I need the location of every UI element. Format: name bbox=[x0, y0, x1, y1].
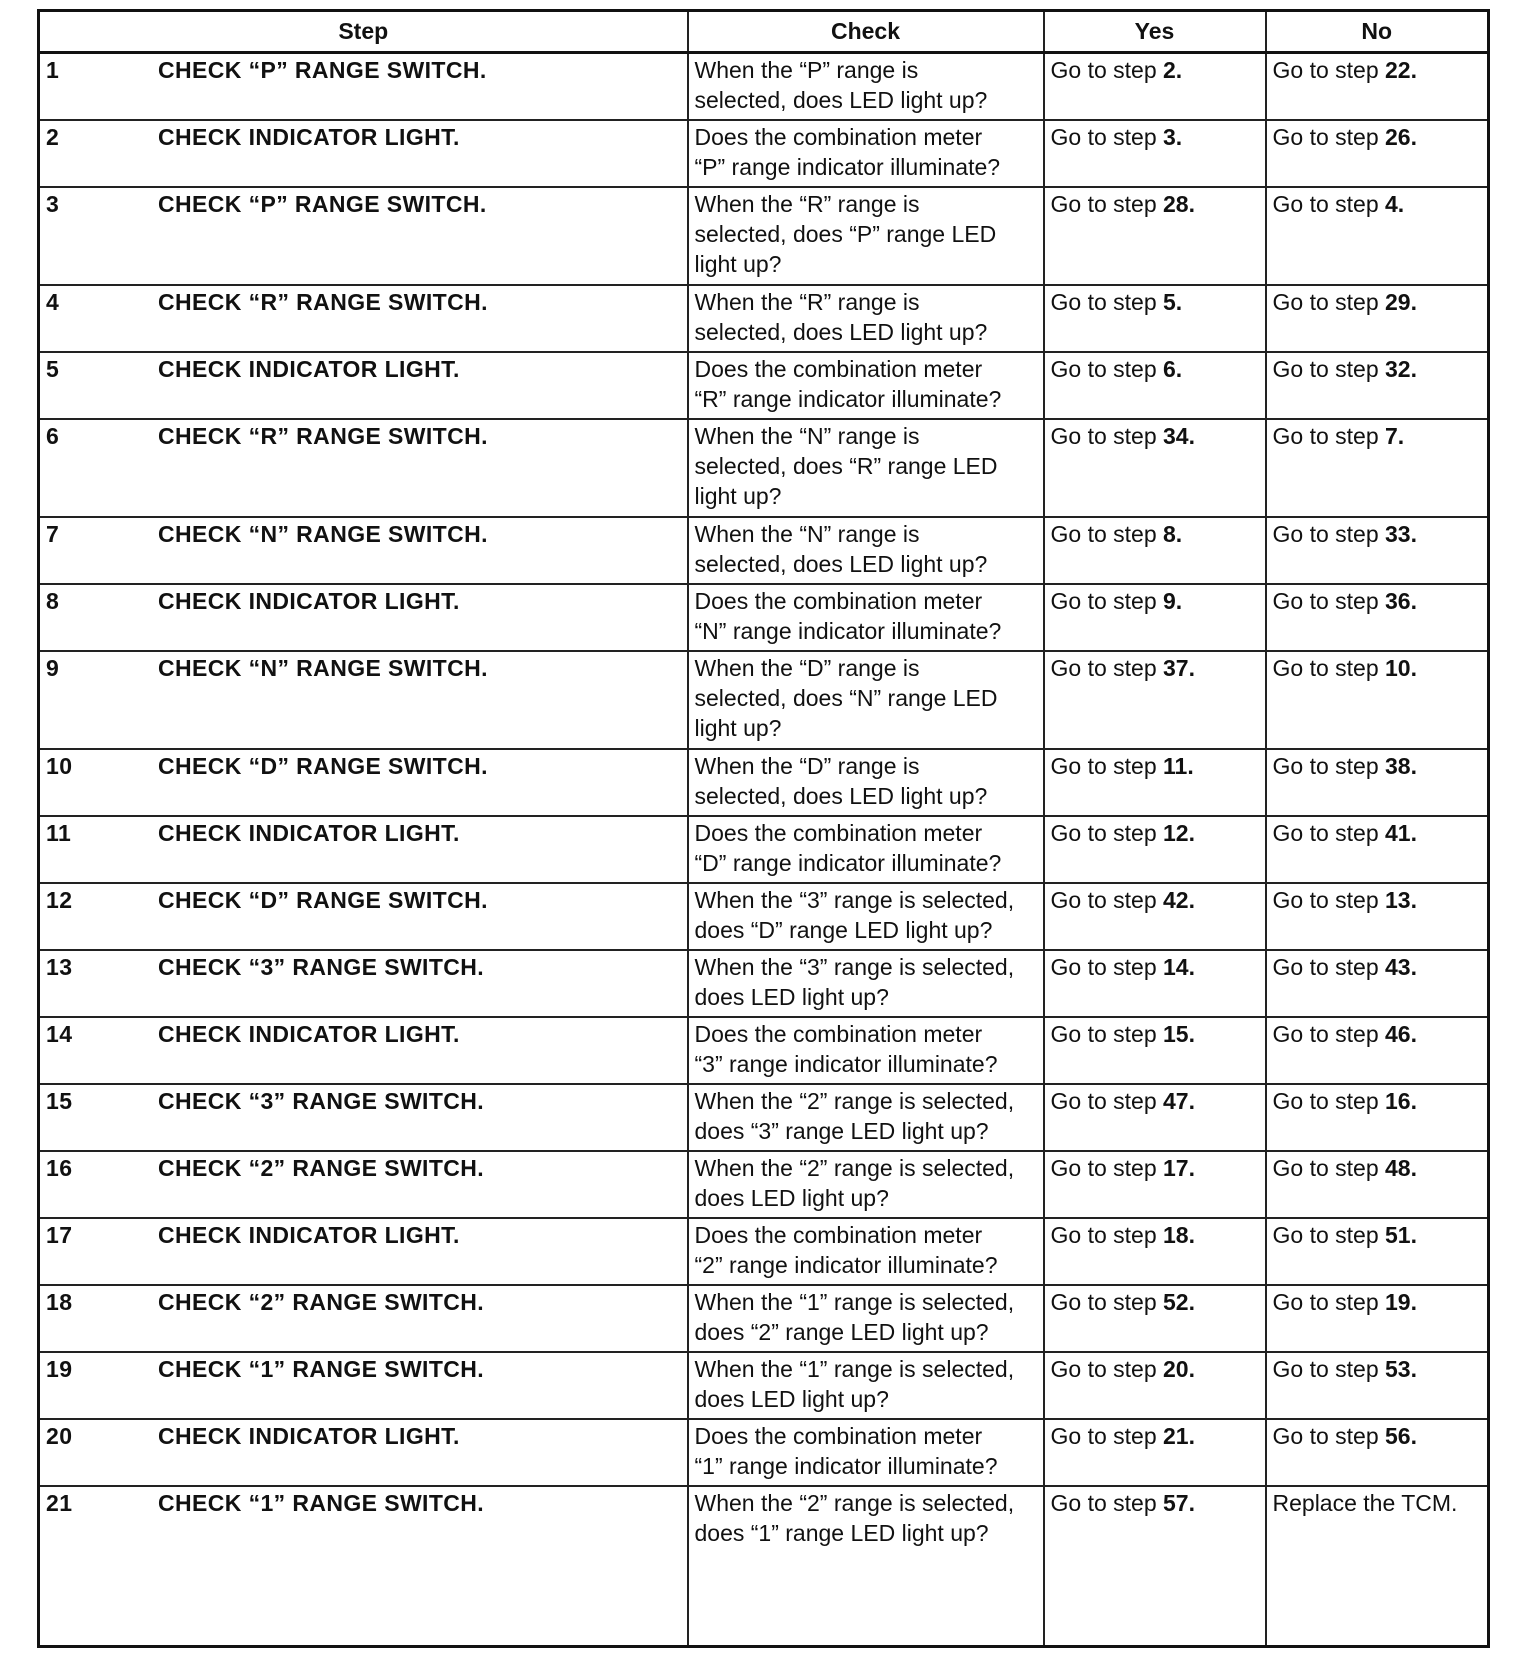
yes-target-step: 5. bbox=[1163, 288, 1183, 315]
header-yes: Yes bbox=[1044, 11, 1266, 53]
table-row bbox=[39, 1218, 1489, 1285]
yes-prefix: Go to step bbox=[1050, 355, 1164, 382]
step-number: 10 bbox=[46, 752, 73, 779]
yes-cell bbox=[1044, 517, 1266, 584]
step-title: CHECK INDICATOR LIGHT. bbox=[158, 355, 460, 382]
step-title: CHECK “1” RANGE SWITCH. bbox=[158, 1489, 485, 1516]
yes-cell bbox=[1044, 1084, 1266, 1151]
diagnostic-table bbox=[37, 9, 1490, 1648]
check-text: When the “2” range is selected, does “1” range LED light up? bbox=[688, 1486, 1044, 1647]
no-cell bbox=[1266, 1285, 1489, 1352]
yes-prefix: Go to step bbox=[1050, 587, 1164, 614]
yes-prefix: Go to step bbox=[1050, 1355, 1164, 1382]
yes-prefix: Go to step bbox=[1050, 123, 1164, 150]
no-cell bbox=[1266, 584, 1489, 651]
check-text: Does the combination meter “N” range indicator illuminate? bbox=[688, 584, 1044, 651]
no-cell bbox=[1266, 352, 1489, 419]
check-text: When the “R” range is selected, does LED light up? bbox=[688, 285, 1044, 352]
no-prefix: Go to step bbox=[1272, 123, 1386, 150]
step-title: CHECK “3” RANGE SWITCH. bbox=[158, 1087, 485, 1114]
step-title: CHECK INDICATOR LIGHT. bbox=[158, 819, 460, 846]
step-cell bbox=[39, 1419, 688, 1486]
no-cell bbox=[1266, 1084, 1489, 1151]
yes-target-step: 42. bbox=[1163, 886, 1195, 913]
yes-target-step: 37. bbox=[1163, 654, 1195, 681]
yes-target-step: 18. bbox=[1163, 1221, 1195, 1248]
table-row bbox=[39, 584, 1489, 651]
yes-cell bbox=[1044, 816, 1266, 883]
yes-target-step: 14. bbox=[1163, 953, 1195, 980]
step-number: 8 bbox=[46, 587, 60, 614]
step-cell bbox=[39, 1151, 688, 1218]
yes-prefix: Go to step bbox=[1050, 520, 1164, 547]
table-row bbox=[39, 285, 1489, 352]
step-number: 19 bbox=[46, 1355, 73, 1382]
yes-prefix: Go to step bbox=[1050, 654, 1164, 681]
check-text: Does the combination meter “D” range indicator illuminate? bbox=[688, 816, 1044, 883]
step-cell bbox=[39, 584, 688, 651]
yes-prefix: Go to step bbox=[1050, 1288, 1164, 1315]
step-title: CHECK “1” RANGE SWITCH. bbox=[158, 1355, 485, 1382]
check-text: When the “P” range is selected, does LED light up? bbox=[688, 53, 1044, 120]
no-cell bbox=[1266, 816, 1489, 883]
no-prefix: Go to step bbox=[1272, 1355, 1386, 1382]
yes-cell bbox=[1044, 187, 1266, 285]
step-cell bbox=[39, 1218, 688, 1285]
yes-cell bbox=[1044, 285, 1266, 352]
step-number: 11 bbox=[46, 819, 72, 846]
table-row bbox=[39, 419, 1489, 517]
yes-cell bbox=[1044, 419, 1266, 517]
yes-cell bbox=[1044, 1285, 1266, 1352]
step-number: 15 bbox=[46, 1087, 73, 1114]
yes-cell bbox=[1044, 883, 1266, 950]
yes-prefix: Go to step bbox=[1050, 953, 1164, 980]
step-title: CHECK “3” RANGE SWITCH. bbox=[158, 953, 485, 980]
no-cell bbox=[1266, 1218, 1489, 1285]
step-cell bbox=[39, 1285, 688, 1352]
yes-target-step: 17. bbox=[1163, 1154, 1195, 1181]
step-number: 5 bbox=[46, 355, 60, 382]
check-text: When the “R” range is selected, does “P” range LED light up? bbox=[688, 187, 1044, 285]
check-text: When the “2” range is selected, does LED light up? bbox=[688, 1151, 1044, 1218]
step-cell bbox=[39, 1486, 688, 1647]
step-title: CHECK “2” RANGE SWITCH. bbox=[158, 1288, 485, 1315]
step-cell bbox=[39, 816, 688, 883]
no-cell bbox=[1266, 749, 1489, 816]
no-target-step: 7. bbox=[1385, 422, 1405, 449]
no-cell bbox=[1266, 651, 1489, 749]
step-title: CHECK “D” RANGE SWITCH. bbox=[158, 886, 488, 913]
no-target-step: 32. bbox=[1385, 355, 1417, 382]
table-row bbox=[39, 1151, 1489, 1218]
table-row bbox=[39, 749, 1489, 816]
yes-cell bbox=[1044, 120, 1266, 187]
yes-target-step: 20. bbox=[1163, 1355, 1195, 1382]
check-text: Does the combination meter “1” range indicator illuminate? bbox=[688, 1419, 1044, 1486]
no-target-step: 48. bbox=[1385, 1154, 1417, 1181]
check-text: When the “3” range is selected, does “D” range LED light up? bbox=[688, 883, 1044, 950]
table-row bbox=[39, 1017, 1489, 1084]
table-row bbox=[39, 1486, 1489, 1647]
step-number: 21 bbox=[46, 1489, 73, 1516]
yes-prefix: Go to step bbox=[1050, 1020, 1164, 1047]
yes-prefix: Go to step bbox=[1050, 422, 1164, 449]
yes-prefix: Go to step bbox=[1050, 1422, 1164, 1449]
yes-cell bbox=[1044, 584, 1266, 651]
no-cell bbox=[1266, 1151, 1489, 1218]
yes-cell bbox=[1044, 1017, 1266, 1084]
no-prefix: Go to step bbox=[1272, 1288, 1386, 1315]
step-number: 16 bbox=[46, 1154, 73, 1181]
yes-cell bbox=[1044, 749, 1266, 816]
yes-cell bbox=[1044, 1218, 1266, 1285]
no-target-step: 13. bbox=[1385, 886, 1417, 913]
no-prefix: Go to step bbox=[1272, 1087, 1386, 1114]
yes-prefix: Go to step bbox=[1050, 1489, 1164, 1516]
yes-target-step: 8. bbox=[1163, 520, 1183, 547]
no-cell bbox=[1266, 950, 1489, 1017]
no-prefix: Go to step bbox=[1272, 654, 1386, 681]
no-cell bbox=[1266, 883, 1489, 950]
step-number: 4 bbox=[46, 288, 60, 315]
yes-target-step: 11. bbox=[1163, 752, 1194, 779]
no-target-step: 22. bbox=[1385, 57, 1417, 83]
table-row bbox=[39, 816, 1489, 883]
no-cell bbox=[1266, 1486, 1489, 1647]
step-cell bbox=[39, 1084, 688, 1151]
no-prefix: Go to step bbox=[1272, 1154, 1386, 1181]
step-number: 20 bbox=[46, 1422, 73, 1449]
step-cell bbox=[39, 749, 688, 816]
no-prefix: Go to step bbox=[1272, 520, 1386, 547]
step-number: 14 bbox=[46, 1020, 73, 1047]
step-number: 13 bbox=[46, 953, 73, 980]
table-body bbox=[39, 53, 1489, 1647]
check-text: Does the combination meter “3” range indicator illuminate? bbox=[688, 1017, 1044, 1084]
table-row bbox=[39, 1285, 1489, 1352]
yes-prefix: Go to step bbox=[1050, 57, 1164, 83]
no-target-step: 53. bbox=[1385, 1355, 1417, 1382]
yes-cell bbox=[1044, 1352, 1266, 1419]
table-row bbox=[39, 352, 1489, 419]
no-target-step: 38. bbox=[1385, 752, 1417, 779]
no-prefix: Replace the TCM. bbox=[1272, 1489, 1458, 1516]
check-text: When the “N” range is selected, does “R” range LED light up? bbox=[688, 419, 1044, 517]
header-step: Step bbox=[39, 11, 688, 53]
check-text: When the “D” range is selected, does “N” range LED light up? bbox=[688, 651, 1044, 749]
step-title: CHECK INDICATOR LIGHT. bbox=[158, 1020, 460, 1047]
check-text: When the “2” range is selected, does “3” range LED light up? bbox=[688, 1084, 1044, 1151]
step-title: CHECK “R” RANGE SWITCH. bbox=[158, 422, 488, 449]
no-cell bbox=[1266, 1419, 1489, 1486]
step-title: CHECK INDICATOR LIGHT. bbox=[158, 587, 460, 614]
step-cell bbox=[39, 120, 688, 187]
no-target-step: 26. bbox=[1385, 123, 1417, 150]
yes-cell bbox=[1044, 1486, 1266, 1647]
no-prefix: Go to step bbox=[1272, 422, 1386, 449]
no-target-step: 41. bbox=[1385, 819, 1417, 846]
step-title: CHECK “N” RANGE SWITCH. bbox=[158, 520, 488, 547]
yes-target-step: 57. bbox=[1163, 1489, 1195, 1516]
yes-cell bbox=[1044, 53, 1266, 120]
yes-prefix: Go to step bbox=[1050, 190, 1164, 217]
no-target-step: 10. bbox=[1385, 654, 1417, 681]
yes-cell bbox=[1044, 352, 1266, 419]
check-text: When the “1” range is selected, does LED light up? bbox=[688, 1352, 1044, 1419]
table-row bbox=[39, 53, 1489, 120]
no-prefix: Go to step bbox=[1272, 587, 1386, 614]
yes-target-step: 12. bbox=[1163, 819, 1195, 846]
yes-prefix: Go to step bbox=[1050, 1154, 1164, 1181]
table-row bbox=[39, 1352, 1489, 1419]
yes-prefix: Go to step bbox=[1050, 288, 1164, 315]
step-cell bbox=[39, 187, 688, 285]
yes-target-step: 47. bbox=[1163, 1087, 1195, 1114]
step-cell bbox=[39, 352, 688, 419]
check-text: When the “3” range is selected, does LED light up? bbox=[688, 950, 1044, 1017]
no-cell bbox=[1266, 1017, 1489, 1084]
check-text: Does the combination meter “2” range indicator illuminate? bbox=[688, 1218, 1044, 1285]
step-title: CHECK INDICATOR LIGHT. bbox=[158, 1221, 460, 1248]
yes-target-step: 21. bbox=[1163, 1422, 1195, 1449]
yes-target-step: 6. bbox=[1163, 355, 1183, 382]
check-text: When the “N” range is selected, does LED light up? bbox=[688, 517, 1044, 584]
no-prefix: Go to step bbox=[1272, 288, 1386, 315]
step-number: 3 bbox=[46, 190, 60, 217]
no-target-step: 43. bbox=[1385, 953, 1417, 980]
yes-target-step: 15. bbox=[1163, 1020, 1195, 1047]
no-prefix: Go to step bbox=[1272, 355, 1386, 382]
no-target-step: 51. bbox=[1385, 1221, 1417, 1248]
yes-prefix: Go to step bbox=[1050, 1087, 1164, 1114]
check-text: When the “1” range is selected, does “2” range LED light up? bbox=[688, 1285, 1044, 1352]
yes-cell bbox=[1044, 1151, 1266, 1218]
yes-target-step: 9. bbox=[1163, 587, 1183, 614]
no-target-step: 33. bbox=[1385, 520, 1417, 547]
table-row bbox=[39, 1419, 1489, 1486]
no-prefix: Go to step bbox=[1272, 1422, 1386, 1449]
table-row bbox=[39, 950, 1489, 1017]
step-title: CHECK “P” RANGE SWITCH. bbox=[158, 190, 487, 217]
no-prefix: Go to step bbox=[1272, 1221, 1386, 1248]
yes-target-step: 52. bbox=[1163, 1288, 1195, 1315]
header-no: No bbox=[1266, 11, 1489, 53]
check-text: When the “D” range is selected, does LED light up? bbox=[688, 749, 1044, 816]
no-target-step: 29. bbox=[1385, 288, 1417, 315]
step-cell bbox=[39, 419, 688, 517]
yes-target-step: 28. bbox=[1163, 190, 1195, 217]
no-prefix: Go to step bbox=[1272, 57, 1386, 83]
no-target-step: 19. bbox=[1385, 1288, 1417, 1315]
step-title: CHECK “R” RANGE SWITCH. bbox=[158, 288, 488, 315]
step-title: CHECK “D” RANGE SWITCH. bbox=[158, 752, 488, 779]
no-cell bbox=[1266, 53, 1489, 120]
yes-target-step: 2. bbox=[1163, 57, 1183, 83]
step-cell bbox=[39, 651, 688, 749]
yes-cell bbox=[1044, 651, 1266, 749]
no-prefix: Go to step bbox=[1272, 886, 1386, 913]
no-prefix: Go to step bbox=[1272, 953, 1386, 980]
step-cell bbox=[39, 883, 688, 950]
no-target-step: 56. bbox=[1385, 1422, 1417, 1449]
step-number: 6 bbox=[46, 422, 60, 449]
step-number: 17 bbox=[46, 1221, 73, 1248]
no-prefix: Go to step bbox=[1272, 819, 1386, 846]
step-title: CHECK “2” RANGE SWITCH. bbox=[158, 1154, 485, 1181]
step-title: CHECK INDICATOR LIGHT. bbox=[158, 1422, 460, 1449]
step-number: 9 bbox=[46, 654, 60, 681]
step-number: 1 bbox=[46, 57, 60, 83]
no-cell bbox=[1266, 517, 1489, 584]
no-prefix: Go to step bbox=[1272, 1020, 1386, 1047]
step-number: 12 bbox=[46, 886, 73, 913]
table-row bbox=[39, 651, 1489, 749]
yes-cell bbox=[1044, 950, 1266, 1017]
no-target-step: 36. bbox=[1385, 587, 1417, 614]
no-target-step: 46. bbox=[1385, 1020, 1417, 1047]
header-row bbox=[39, 11, 1489, 53]
yes-prefix: Go to step bbox=[1050, 752, 1164, 779]
no-cell bbox=[1266, 285, 1489, 352]
step-title: CHECK INDICATOR LIGHT. bbox=[158, 123, 460, 150]
step-cell bbox=[39, 517, 688, 584]
check-text: Does the combination meter “R” range indicator illuminate? bbox=[688, 352, 1044, 419]
header-check: Check bbox=[688, 11, 1044, 53]
yes-target-step: 3. bbox=[1163, 123, 1183, 150]
no-prefix: Go to step bbox=[1272, 190, 1386, 217]
step-cell bbox=[39, 285, 688, 352]
no-cell bbox=[1266, 120, 1489, 187]
no-target-step: 4. bbox=[1385, 190, 1405, 217]
table-row bbox=[39, 120, 1489, 187]
no-cell bbox=[1266, 1352, 1489, 1419]
yes-cell bbox=[1044, 1419, 1266, 1486]
step-number: 2 bbox=[46, 123, 60, 150]
yes-prefix: Go to step bbox=[1050, 1221, 1164, 1248]
yes-target-step: 34. bbox=[1163, 422, 1195, 449]
table-row bbox=[39, 187, 1489, 285]
no-cell bbox=[1266, 419, 1489, 517]
step-cell bbox=[39, 1352, 688, 1419]
step-cell bbox=[39, 53, 688, 120]
table-row bbox=[39, 883, 1489, 950]
step-title: CHECK “P” RANGE SWITCH. bbox=[158, 57, 487, 83]
yes-prefix: Go to step bbox=[1050, 886, 1164, 913]
table-row bbox=[39, 1084, 1489, 1151]
step-cell bbox=[39, 950, 688, 1017]
yes-prefix: Go to step bbox=[1050, 819, 1164, 846]
no-target-step: 16. bbox=[1385, 1087, 1417, 1114]
no-prefix: Go to step bbox=[1272, 752, 1386, 779]
step-number: 7 bbox=[46, 520, 60, 547]
table-row bbox=[39, 517, 1489, 584]
check-text: Does the combination meter “P” range indicator illuminate? bbox=[688, 120, 1044, 187]
step-cell bbox=[39, 1017, 688, 1084]
step-number: 18 bbox=[46, 1288, 73, 1315]
step-title: CHECK “N” RANGE SWITCH. bbox=[158, 654, 488, 681]
no-cell bbox=[1266, 187, 1489, 285]
